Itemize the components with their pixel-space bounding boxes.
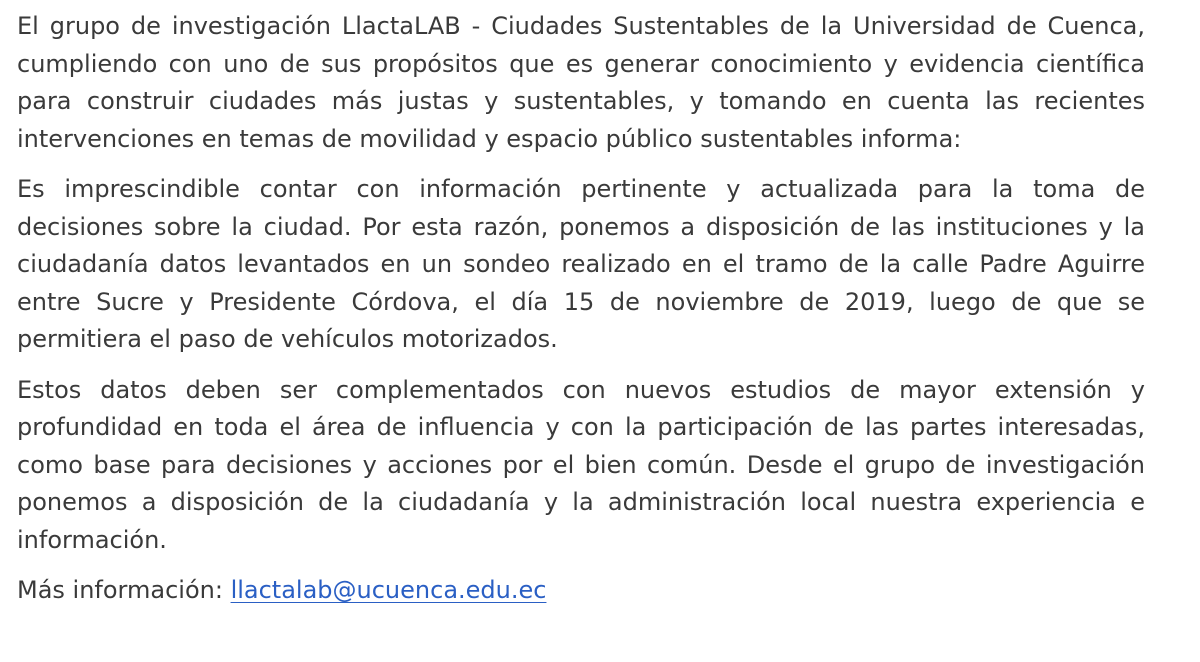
paragraph-complementary-studies: Estos datos deben ser complementados con nuevos estudios de mayor extensión y profundidad en toda el área de influencia y con la participación de las partes interesadas, como base para decisiones y acciones por el bien común. Desde el grupo de investigación ponemos a disposición de la ciudadanía y la administración local nuestra experiencia e información.	[17, 375, 1145, 554]
more-info-label: Más información:	[17, 576, 231, 604]
more-info-line	[17, 572, 1145, 610]
email-link[interactable]: llactalab@ucuenca.edu.ec	[230, 576, 547, 604]
paragraph-data-availability: Es imprescindible contar con información pertinente y actualizada para la toma de decisiones sobre la ciudad. Por esta razón, ponemos a disposición de las instituciones y la ciudadanía datos levantados en un sondeo realizado en el tramo de la calle Padre Aguirre entre Sucre y Presidente Córdova, el día 15 de noviembre de 2019, luego de que se permitiera el paso de vehículos motorizados.	[17, 175, 1145, 353]
paragraph-intro: El grupo de investigación LlactaLAB - Ciudades Sustentables de la Universidad de Cuenca, cumpliendo con uno de sus propósitos que es generar conocimiento y evidencia científica para construir ciudades más justas y sustentables, y tomando en cuenta las recientes intervenciones en temas de movilidad y espacio público sustentables informa:	[17, 12, 1145, 153]
